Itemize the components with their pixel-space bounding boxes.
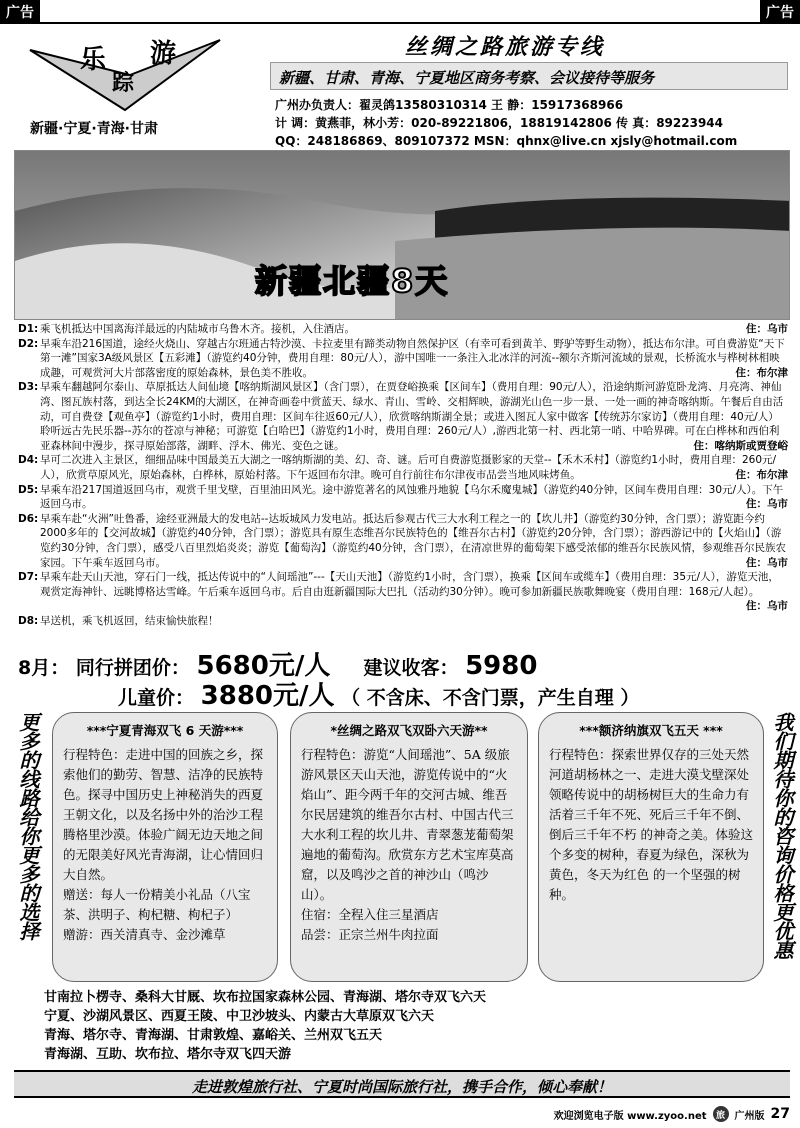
logo-char-1: 乐 (80, 45, 107, 75)
itinerary-day: D2: 早乘车沿216国道，途经火烧山、穿越古尔班通古特沙漠、卡拉麦里有蹄类动物自然保护区（有幸可看到黄羊、野驴等野生动物），抵达布尔津。可自费游览“天下第一滩”国家3A级风景区【五彩滩】（游览约40分钟，费用自理：80元/人），游中国唯一一条注入北冰洋的河流--额尔齐斯河流域的景观，长桥流水与桦树林相映成趣，可观赏河大片部落密度的原始森林，景色美不胜收。 住：布尔津 (18, 337, 788, 379)
contact-line-1: 广州办负责人：翟灵鸽13580310314 王 静：15917368966 (275, 98, 624, 112)
card-title: ***额济纳旗双飞五天 *** (579, 723, 723, 738)
itinerary (18, 322, 788, 628)
top-rule (0, 22, 800, 24)
card-gift2: 赠游：西关清真寺、金沙滩草 (63, 927, 226, 942)
route-item: 甘南拉卜楞寺、桑科大甘厩、坎布拉国家森林公园、青海湖、塔尔寺双飞六天 (44, 990, 487, 1005)
footer (554, 1106, 790, 1122)
slogan-bar: 走进敦煌旅行社、宁夏时尚国际旅行社，携手合作，倾心奉献！ (14, 1070, 790, 1098)
side-text-left: 更多的线路给你更多的选择 (16, 712, 40, 940)
ad-tag-right: 广告 (760, 0, 800, 24)
card-body: 行程特色：探索世界仅存的三处天然河道胡杨林之一、走进大漠戈壁深处领略传说中的胡杨树巨大的生命力有活着三千年不死、死后三千年不倒、倒后三千年不朽 的神奇之美。体验这个多变的树种，春夏为绿色，深秋为黄色，冬天为红色 的一个坚强的树种。 (549, 747, 753, 902)
route-item: 青海、塔尔寺、青海湖、甘肃敦煌、嘉峪关、兰州双飞五天 (44, 1028, 383, 1043)
header-subtitle: 新疆、甘肃、青海、宁夏地区商务考察、会议接待等服务 (270, 62, 788, 90)
page-title: 丝绸之路旅游专线 (405, 35, 606, 60)
logo-char-3: 游 (150, 39, 177, 69)
route-item: 青海湖、互助、坎布拉、塔尔寺双飞四天游 (44, 1047, 292, 1062)
card-food: 品尝：正宗兰州牛肉拉面 (301, 927, 439, 942)
itinerary-day: D8: 早送机，乘飞机返回，结束愉快旅程！ (18, 614, 219, 627)
banner-title: 新疆北疆8天 (255, 262, 450, 300)
card-body: 行程特色：游览“人间瑶池”、5A 级旅游风景区天山天池，游览传说中的“火焰山”、距今两千年的交河古城、维吾尔民居建筑的维吾尔古村、中国古代三大水利工程的坎儿井、青翠葱茏葡萄架遍地的葡萄沟。欣赏东方艺术宝库莫高窟，以及鸣沙之首的神沙山（鸣沙山）。 (301, 747, 514, 902)
itinerary-day: D3: 早乘车翻越阿尔泰山、草原抵达人间仙境【喀纳斯湖风景区】（含门票），在贾登峪换乘【区间车】（费用自理：90元/人），沿途纳斯河游览卧龙湾、月亮湾、神仙湾、图瓦族村落，到达全长24KM的大湖区，在神奇画卷中赏蓝天、绿水、青山、雪岭、交相辉映，游湖光山色一步一景、一处一画的神奇喀纳斯。午餐后自由活动，可自费登【观鱼亭】（游览约1小时，费用自理：区间车往返60元/人），欣赏喀纳斯湖全景；或进入图瓦人家中做客【传统苏尔家访】（费用自理：40元/人）聆听远古先民乐器--苏尔的苍凉与神秘；可游览【白哈巴】（游览约1小时，费用自理：260元/人）,游西北第一村、西北第一哨、中哈界碑。可在白桦林和西伯利亚森林间中漫步，探寻原始部落，湖畔、浮木、佛光、变色之谜。 住：喀纳斯或贾登峪 (18, 381, 788, 452)
card-title: *丝绸之路双飞双卧六天游** (330, 723, 488, 738)
page-number: 27 (770, 1106, 790, 1122)
itinerary-day: D7: 早乘车赴天山天池，穿石门一线，抵达传说中的“人间瑶池”---【天山天池】（游览约1小时，含门票），换乘【区间车或缆车】（费用自理：35元/人），游览天池，观赏定海神针、远眺博格达雪峰。午后乘车返回乌市。后自由逛新疆国际大巴扎（活动约30分钟）。晚可参加新疆民族歌舞晚宴（费用自理：168元/人起）。 住：乌市 (18, 571, 788, 613)
card-stay: 住宿：全程入住三星酒店 (301, 907, 439, 922)
itinerary-day: D5: 早乘车沿217国道返回乌市，观赏千里戈壁，百里油田风光。途中游览著名的风蚀雅丹地貌【乌尔禾魔鬼城】（游览约40分钟，区间车费用自理：30元/人）。下午返回乌市。 住：乌市 (18, 483, 788, 511)
child-price: 儿童价： 3880元/人 （ 不含床、不含门票，产生自理 ） (118, 681, 640, 711)
footer-logo-icon: 旅 (713, 1106, 729, 1122)
logo-tagline: 新疆·宁夏·青海·甘肃 (30, 121, 158, 137)
footer-edition: 广州版 (734, 1110, 765, 1122)
tour-card-silkroad (290, 712, 528, 982)
routes-list (44, 988, 486, 1064)
contact-line-3: QQ：248186869、809107372 MSN：qhnx@live.cn xjsly@hotmail.com (275, 134, 738, 148)
contact-line-2: 计 调：黄燕菲，林小芳：020-89221806，18819142806 传 真：89223944 (275, 116, 724, 130)
footer-text: 欢迎浏览电子版 www.zyoo.net (553, 1110, 707, 1122)
itinerary-day: D6: 早乘车赴“火洲”吐鲁番，途经亚洲最大的发电站--达坂城风力发电站。抵达后参观古代三大水利工程之一的【坎儿井】（游览约30分钟，含门票）；游览距今约2000多年的【交河故城】（游览约40分钟，含门票）；游览具有原生态维吾尔民族特色的【维吾尔古村】（游览约20分钟，含门票）；游西游记中的【火焰山】（游览约30分钟，含门票），感受八百里烈焰炎炎；游览【葡萄沟】（游览约40分钟，含门票），在清凉世界的葡萄架下感受浓郁的维吾尔民族风情，参观维吾尔民族农家园。下午乘车返回乌市。 住：乌市 (18, 512, 788, 569)
itinerary-day: D1: 乘飞机抵达中国离海洋最远的内陆城市乌鲁木齐。接机，入住酒店。 住：乌市 (18, 323, 788, 335)
side-text-right: 我们期待你的咨询价格更优惠 (770, 712, 794, 959)
logo-char-2: 踪 (112, 70, 135, 96)
ad-tag-left: 广告 (0, 0, 40, 24)
card-title: ***宁夏青海双飞 6 天游*** (86, 723, 244, 738)
tour-card-ningxia (52, 712, 278, 982)
group-price: 8月： 同行拼团价： 5680元/人 建议收客： 5980 (18, 651, 538, 681)
card-gift: 赠送：每人一份精美小礼品（八宝茶、洪明子、枸杞糖、枸杞子） (63, 887, 251, 922)
logo-mark-icon (20, 30, 230, 120)
card-body: 行程特色：走进中国的回族之乡，探索他们的勤劳、智慧、洁净的民族特色。探寻中国历史上神秘消失的西夏王朝文化，以及名扬中外的治沙工程腾格里沙漠。体验广阔无边天地之间的无限美好风光青海湖，让心情回归大自然。 (63, 747, 264, 882)
itinerary-day: D4: 早可二次进入主景区，细细品味中国最美五大湖之一喀纳斯湖的美、幻、奇、谜。后可自费游览摄影家的天堂--【禾木禾村】（游览约1小时，费用自理：260元/人），欣赏草原风光，原始森林，白桦林，原始村落。下午返回布尔津。晚可自行前往布尔津夜市品尝当地风味烤鱼。 住：布尔津 (18, 454, 788, 481)
tour-card-ejina (538, 712, 764, 982)
route-item: 宁夏、沙湖风景区、西夏王陵、中卫沙坡头、内蒙古大草原双飞六天 (44, 1009, 435, 1024)
